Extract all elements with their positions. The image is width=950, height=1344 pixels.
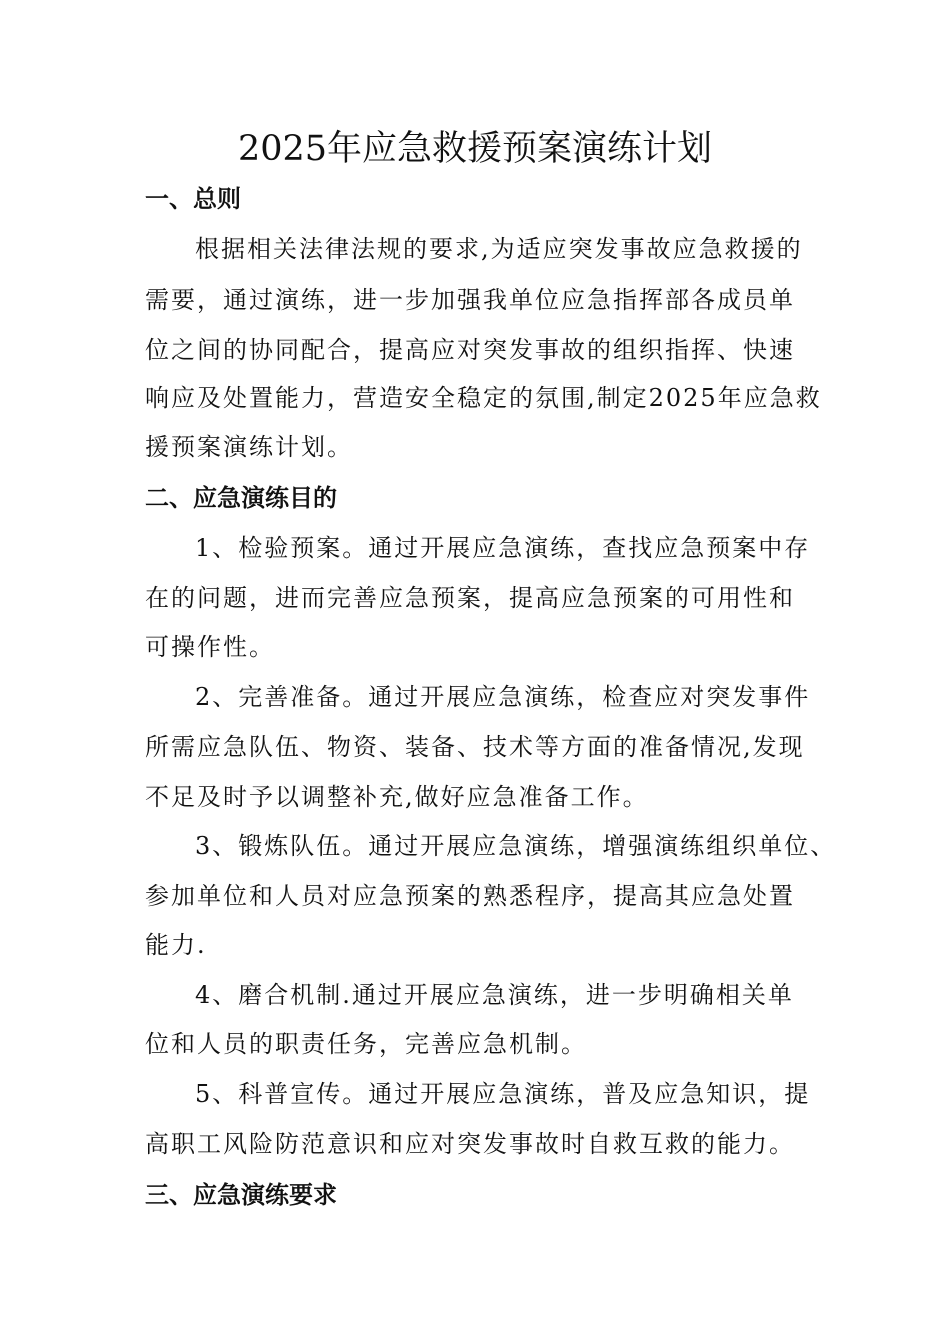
paragraph-line: 1、检验预案。通过开展应急演练，查找应急预案中存 (195, 534, 811, 562)
paragraph-line: 能力. (145, 931, 207, 959)
section-heading-purpose: 二、应急演练目的 (145, 484, 337, 512)
paragraph-line: 位之间的协同配合，提高应对突发事故的组织指挥、快速 (145, 336, 795, 364)
paragraph-line: 不足及时予以调整补充,做好应急准备工作。 (145, 783, 649, 811)
section-heading-general: 一、总则 (145, 185, 241, 213)
paragraph-line: 位和人员的职责任务，完善应急机制。 (145, 1030, 587, 1058)
paragraph-line: 需要，通过演练，进一步加强我单位应急指挥部各成员单 (145, 286, 795, 314)
paragraph-line: 可操作性。 (145, 633, 275, 661)
paragraph-line: 援预案演练计划。 (145, 433, 353, 461)
paragraph-line: 4、磨合机制.通过开展应急演练，进一步明确相关单 (195, 981, 794, 1009)
paragraph-line: 高职工风险防范意识和应对突发事故时自救互救的能力。 (145, 1130, 795, 1158)
document-title: 2025年应急救援预案演练计划 (237, 129, 713, 169)
paragraph-line: 根据相关法律法规的要求,为适应突发事故应急救援的 (195, 235, 803, 263)
paragraph-line: 3、锻炼队伍。通过开展应急演练，增强演练组织单位、 (195, 832, 837, 860)
section-heading-requirements: 三、应急演练要求 (145, 1181, 337, 1209)
paragraph-line: 响应及处置能力，营造安全稳定的氛围,制定2025年应急救 (145, 384, 822, 412)
paragraph-line: 参加单位和人员对应急预案的熟悉程序，提高其应急处置 (145, 882, 795, 910)
paragraph-line: 5、科普宣传。通过开展应急演练，普及应急知识，提 (195, 1080, 811, 1108)
paragraph-line: 在的问题，进而完善应急预案，提高应急预案的可用性和 (145, 584, 795, 612)
paragraph-line: 2、完善准备。通过开展应急演练，检查应对突发事件 (195, 683, 811, 711)
paragraph-line: 所需应急队伍、物资、装备、技术等方面的准备情况,发现 (145, 733, 805, 761)
